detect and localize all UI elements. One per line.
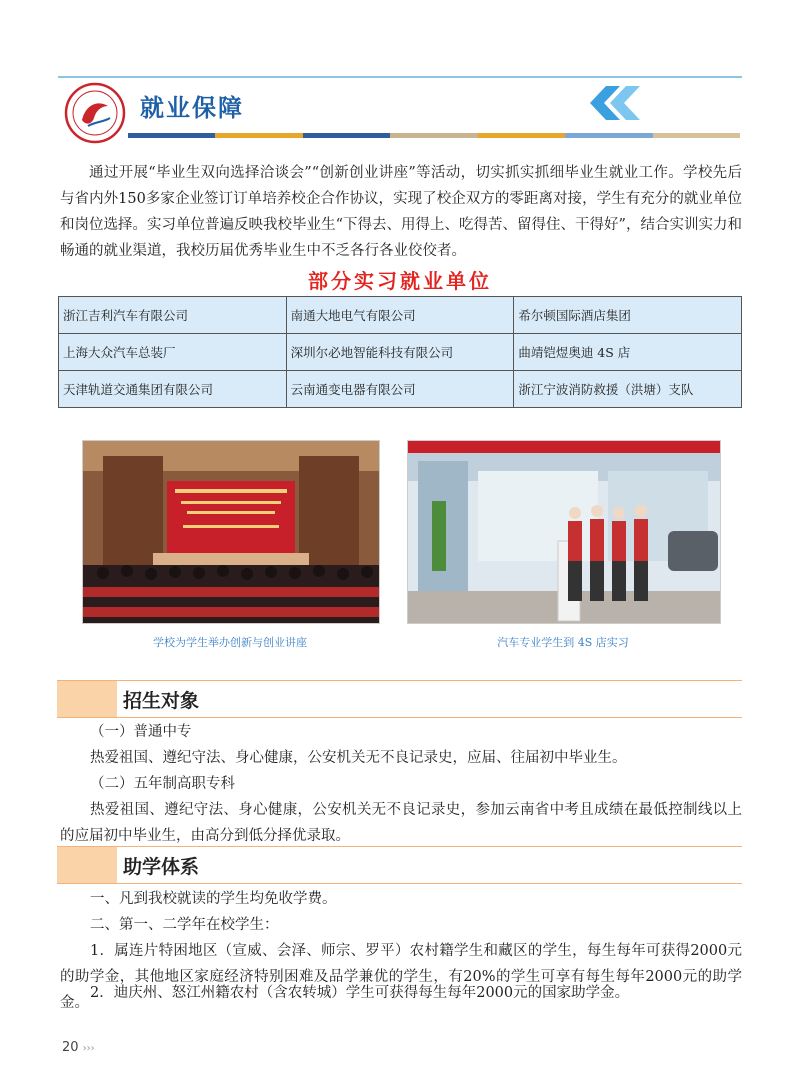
table-row bbox=[59, 371, 742, 408]
school-logo-icon bbox=[64, 82, 126, 144]
dealership-photo bbox=[407, 440, 721, 624]
table-cell: 云南通变电器有限公司 bbox=[286, 371, 514, 408]
section-title-enrollment: 招生对象 bbox=[123, 690, 200, 712]
header-bar-segment bbox=[128, 133, 215, 138]
aid-paragraph: 2．迪庆州、怒江州籍农村（含农转城）学生可获得每生每年2000元的国家助学金。 bbox=[90, 985, 630, 1001]
table-cell: 天津轨道交通集团有限公司 bbox=[59, 371, 287, 408]
section-top-line bbox=[57, 680, 742, 681]
header-bar-segment bbox=[565, 133, 652, 138]
table-cell: 希尔顿国际酒店集团 bbox=[514, 297, 742, 334]
enrollment-paragraph: 热爱祖国、遵纪守法、身心健康，公安机关无不良记录史，参加云南省中考且成绩在最低控制线以上的应届初中毕业生，由高分到低分择优录取。 bbox=[60, 802, 742, 844]
intro-paragraph: 通过开展“毕业生双向选择洽谈会”“创新创业讲座”等活动，切实抓实抓细毕业生就业工作。学校先后与省内外150多家企业签订订单培养校企合作协议，实现了校企双方的零距离对接，学生有充分的就业单位和岗位选择。实习单位普遍反映我校毕业生“下得去、用得上、吃得苦、留得住、干得好”，结合实训实力和畅通的就业渠道，我校历届优秀毕业生中不乏各行各业佼佼者。 bbox=[60, 165, 742, 259]
header-bar-segment bbox=[478, 133, 565, 138]
table-cell: 深圳尔必地智能科技有限公司 bbox=[286, 334, 514, 371]
table-cell: 上海大众汽车总装厂 bbox=[59, 334, 287, 371]
units-table bbox=[58, 296, 742, 408]
page-number-value: 20 bbox=[62, 1040, 79, 1055]
photo-caption-internship: 汽车专业学生到 4S 店实习 bbox=[497, 636, 629, 649]
table-cell: 浙江吉利汽车有限公司 bbox=[59, 297, 287, 334]
section-marker bbox=[57, 680, 117, 718]
header-bar-segment bbox=[215, 133, 302, 138]
chevron-right-icon: ››› bbox=[82, 1043, 95, 1054]
header-top-line bbox=[58, 76, 742, 78]
units-title: 部分实习就业单位 bbox=[308, 269, 492, 293]
header-bar-segment bbox=[653, 133, 740, 138]
aid-line: 一、凡到我校就读的学生均免收学费。 bbox=[90, 891, 337, 907]
table-cell: 南通大地电气有限公司 bbox=[286, 297, 514, 334]
lecture-hall-photo bbox=[82, 440, 380, 624]
section-title-aid: 助学体系 bbox=[123, 856, 200, 878]
section-top-line bbox=[57, 846, 742, 847]
page-title: 就业保障 bbox=[140, 94, 244, 122]
section-bottom-line bbox=[57, 717, 742, 718]
aid-paragraph: 1．属连片特困地区（宣威、会泽、师宗、罗平）农村籍学生和藏区的学生，每生每年可获得2000元的助学金，其他地区家庭经济特别困难及品学兼优的学生，有20%的学生可享有每生每年2000元的助学金。 bbox=[60, 943, 742, 1011]
table-row bbox=[59, 297, 742, 334]
double-chevron-left-icon bbox=[586, 86, 646, 120]
enrollment-line: 热爱祖国、遵纪守法、身心健康，公安机关无不良记录史，应届、往届初中毕业生。 bbox=[90, 750, 627, 766]
header-color-bar bbox=[128, 133, 740, 138]
page-number bbox=[62, 1040, 95, 1055]
aid-line: 二、第一、二学年在校学生： bbox=[90, 917, 279, 933]
section-marker bbox=[57, 846, 117, 884]
table-cell: 曲靖铠煜奥迪 4S 店 bbox=[514, 334, 742, 371]
table-cell: 浙江宁波消防救援（洪塘）支队 bbox=[514, 371, 742, 408]
photo-caption-lecture: 学校为学生举办创新与创业讲座 bbox=[153, 636, 307, 649]
header-bar-segment bbox=[303, 133, 390, 138]
table-row bbox=[59, 334, 742, 371]
enrollment-line: （二）五年制高职专科 bbox=[90, 776, 235, 792]
section-bottom-line bbox=[57, 883, 742, 884]
enrollment-line: （一）普通中专 bbox=[90, 724, 192, 740]
header-bar-segment bbox=[390, 133, 477, 138]
